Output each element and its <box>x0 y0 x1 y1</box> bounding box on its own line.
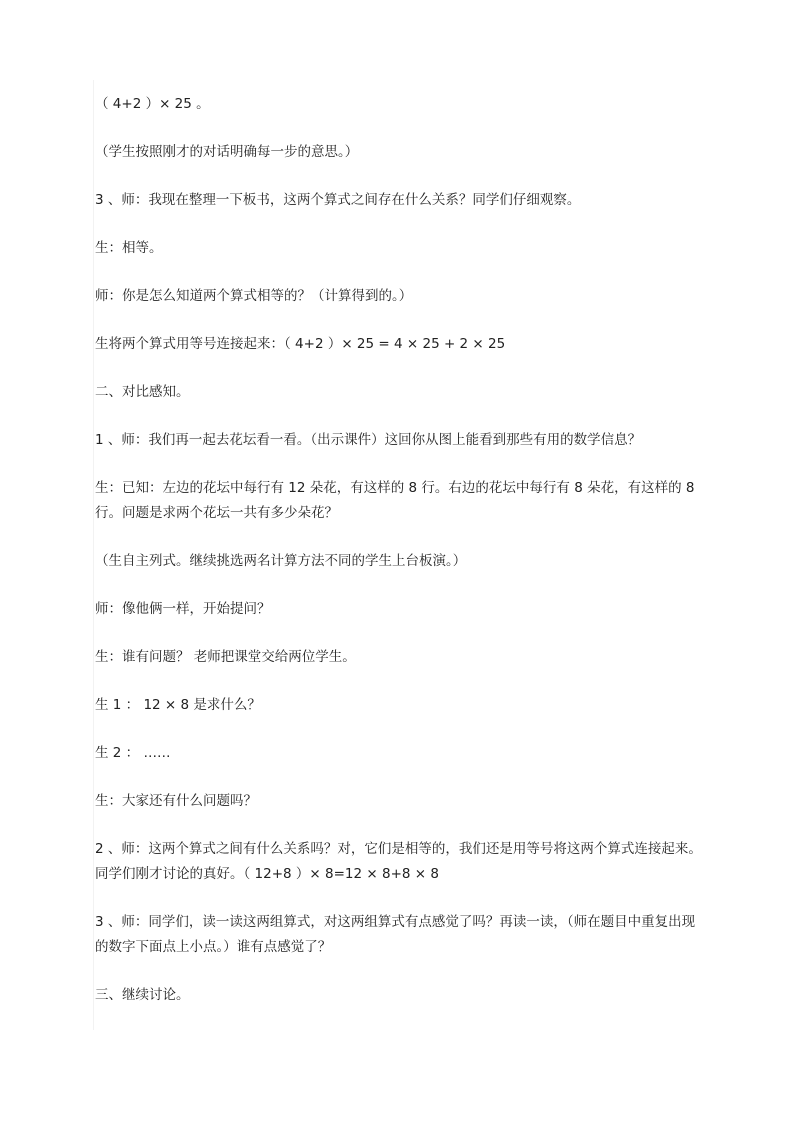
paragraph-expression: （ 4+2 ）× 25 。 <box>95 96 210 112</box>
paragraph-student-answer-equal: 生：相等。 <box>95 240 163 256</box>
paragraph-student-who: 生：谁有问题？ 老师把课堂交给两位学生。 <box>95 649 356 665</box>
paragraph-student-note: （学生按照刚才的对话明确每一步的意思。） <box>95 144 359 160</box>
paragraph-teacher-read: 3 、师：同学们，读一读这两组算式，对这两组算式有点感觉了吗？再读一读，（师在题目中重复出现的数字下面点上小点。）谁有点感觉了？ <box>95 914 696 955</box>
paragraph-teacher-flowerbed: 1 、师：我们再一起去花坛看一看。（出示课件）这回你从图上能看到那些有用的数学信息？ <box>95 432 642 448</box>
document-body <box>95 92 707 1031</box>
paragraph-equation: 生将两个算式用等号连接起来：（ 4+2 ）× 25 = 4 × 25 + 2 × 25 <box>95 336 506 352</box>
paragraph-student-2: 生 2 ： …… <box>95 745 171 761</box>
paragraph-teacher-relation: 2 、师：这两个算式之间有什么关系吗？对，它们是相等的，我们还是用等号将这两个算式连接起来。同学们刚才讨论的真好。（ 12+8 ）× 8=12 × 8+8 × 8 <box>95 841 702 882</box>
section-heading-3: 三、继续讨论。 <box>95 987 190 1003</box>
paragraph-teacher-ask: 师：像他俩一样，开始提问？ <box>95 601 271 617</box>
margin-line <box>93 80 94 1030</box>
paragraph-student-more: 生：大家还有什么问题吗？ <box>95 793 257 809</box>
paragraph-teacher-question-3: 3 、师：我现在整理一下板书，这两个算式之间存在什么关系？同学们仔细观察。 <box>95 192 581 208</box>
paragraph-student-self: （生自主列式。继续挑选两名计算方法不同的学生上台板演。） <box>95 553 467 569</box>
paragraph-student-1: 生 1 ： 12 × 8 是求什么？ <box>95 697 261 713</box>
section-heading-2: 二、对比感知。 <box>95 384 190 400</box>
paragraph-teacher-how: 师：你是怎么知道两个算式相等的？（计算得到的。） <box>95 288 413 304</box>
paragraph-student-known: 生：已知：左边的花坛中每行有 12 朵花，有这样的 8 行。右边的花坛中每行有 8 朵花，有这样的 8 行。问题是求两个花坛一共有多少朵花？ <box>95 480 699 521</box>
